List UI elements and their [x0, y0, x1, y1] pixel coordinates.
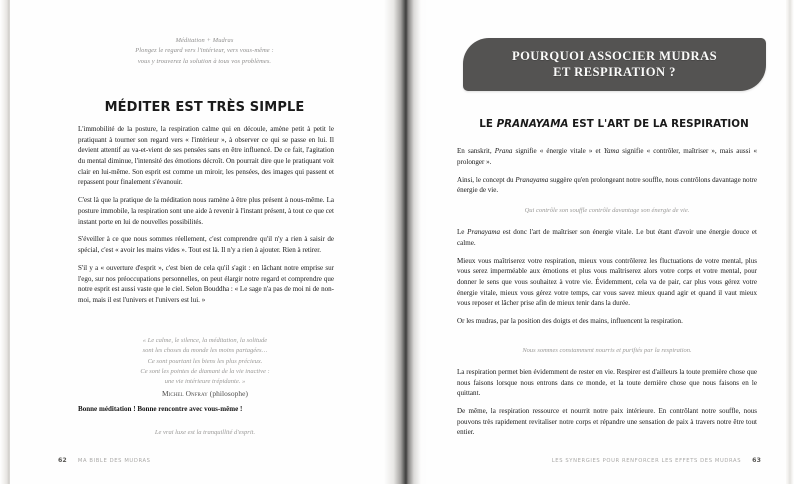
banner-line: POURQUOI ASSOCIER MUDRAS [511, 49, 718, 64]
right-body-block-1 [457, 146, 757, 196]
right-page [424, 0, 794, 484]
paragraph: De même, la respiration ressource et nourrit notre paix intérieure. En contrôlant notre souffle, nous pouvons très rapidement revitaliser notre corps et répandre une sensation de paix à travers notre être tout entier. [457, 407, 757, 437]
paragraph: Or les mudras, par la position des doigts et des mains, influencent la respiration. [457, 317, 683, 326]
paragraph: En sanskrit, Prana signifie « énergie vitale » et Yama signifie « contrôler, maîtriser », mais aussi « prolonger ». [457, 147, 757, 166]
pull-quote-line: Ce sont pourtant les biens les plus précieux. [147, 357, 263, 365]
pull-quote-line: Ce sont les pointes de diamant de la vie inactive : [140, 367, 270, 375]
paragraph: L'immobilité de la posture, la respiration calme qui en découle, amène petit à petit le pratiquant à tourner son regard vers « l'intérieur », à observer ce qui se passe en lui. Il devient attentif au va-et-vient de ses pensées sans en être influencé. De ce fait, l'agitation du mental diminue, l'intensité des émotions décroît. On pourrait dire que le pratiquant voit clair en lui-même. Son esprit est comme un miroir, les pensées, des images qui passent et repassent pour finalement s'évanouir. [78, 125, 334, 187]
epigraph-line: vous y trouverez la solution à tous vos problèmes. [137, 57, 272, 65]
running-head-right: LES SYNERGIES POUR RENFORCER LES EFFETS DES MUDRAS [551, 458, 742, 464]
paragraph: La respiration permet bien évidemment de rester en vie. Respirer est d'ailleurs la toute première chose que nous faisons lorsque nous entrons dans ce monde, et la toute dernière chose que nous faisons en le quittant. [457, 368, 757, 398]
page-outer-edge [786, 0, 794, 484]
right-body-block-4 [457, 406, 757, 438]
paragraph: Le Pranayama est donc l'art de maîtriser son énergie vitale. Le but étant d'avoir une énergie douce et calme. [457, 228, 757, 247]
quote-author-role: (philosophe) [209, 388, 249, 398]
left-page [10, 0, 400, 484]
section-subhead [434, 118, 794, 130]
subhead-after: EST L'ART DE LA RESPIRATION [568, 118, 749, 130]
banner-line: ET RESPIRATION ? [553, 64, 676, 79]
folio-number-right: 63 [752, 457, 761, 464]
subhead-before: LE [479, 118, 497, 130]
paragraph: Mieux vous maîtriserez votre respiration, mieux vous contrôlerez les fluctuations de votre mental, plus vous serez imperméable aux émotions et plus vous maîtriserez alors votre corps et votre mental, pour donner le sens que vous souhaitez à votre vie. Évidemment, cela va de pair, car plus vous gérez votre énergie vitale, mieux vous gérez votre temps, car vous savez mieux quand agir et quand il vaut mieux vous reposer et lâcher prise afin de mieux tenir dans la durée. [457, 256, 757, 308]
right-body-block-2 [457, 227, 757, 327]
running-head-left: MA BIBLE DES MUDRAS [77, 458, 151, 464]
italic-highlight-1: Qui contrôle son souffle contrôle davantage son énergie de vie. [524, 207, 690, 214]
closing-italic-line: Le vrai luxe est la tranquillité d'esprit. [154, 429, 256, 436]
subhead-emphasis: PRANAYAMA [496, 118, 569, 130]
pull-quote-line: une vie intérieure trépidante. » [164, 378, 246, 386]
folio-number-left: 62 [58, 457, 67, 464]
right-body-block-3 [457, 367, 757, 399]
quote-attribution [68, 388, 342, 400]
epigraph [57, 36, 352, 67]
chapter-banner-text [512, 49, 717, 79]
chapter-banner [463, 38, 766, 91]
paragraph: Ainsi, le concept du Pranayama suggère qu'en prolongeant notre souffle, nous contrôlons davantage notre énergie de vie. [457, 175, 757, 195]
pull-quote [68, 336, 342, 400]
pull-quote-line: sont les choses du monde les moins partagées… [142, 347, 268, 355]
right-page-footer [552, 457, 761, 464]
left-body-text [78, 124, 334, 306]
epigraph-line: Plongez le regard vers l'intérieur, vers vous-même : [135, 47, 274, 55]
italic-highlight-2: Nous sommes constamment nourris et purifiés par la respiration. [522, 347, 692, 354]
paragraph: S'éveiller à ce que nous sommes réellement, c'est comprendre qu'il n'y a rien à saisir de spécial, c'est « avoir les mains vides ». Tout est là. Il n'y a rien à ajouter. Rien à retirer. [78, 235, 334, 255]
quote-author: Michel Onfray [161, 388, 208, 398]
left-page-footer [58, 457, 151, 464]
page-title: MÉDITER EST TRÈS SIMPLE [104, 100, 305, 115]
pull-quote-line: « Le calme, le silence, la méditation, la solitude [142, 337, 268, 344]
closing-bold-line: Bonne méditation ! Bonne rencontre avec vous-même ! [78, 405, 243, 413]
epigraph-line: Méditation + Mudras [175, 37, 234, 44]
paragraph: C'est là que la pratique de la méditation nous ramène à être plus présent à nous-même. La posture immobile, la respiration sont une aide à revenir à l'instant présent, à tout ce que cet instant porte en lui de nouvelles possibilités. [78, 196, 334, 226]
paragraph: S'il y a « ouverture d'esprit », c'est bien de cela qu'il s'agit : en lâchant notre emprise sur l'ego, sur nos préoccupations personnelles, on peut élargir notre regard et comprendre que notre esprit est aussi vaste que le ciel. Selon Bouddha : « Le sage n'a pas de moi ni de non-moi, mais il est l'univers et l'univers est lui. » [78, 263, 334, 304]
closing-block [78, 404, 334, 415]
